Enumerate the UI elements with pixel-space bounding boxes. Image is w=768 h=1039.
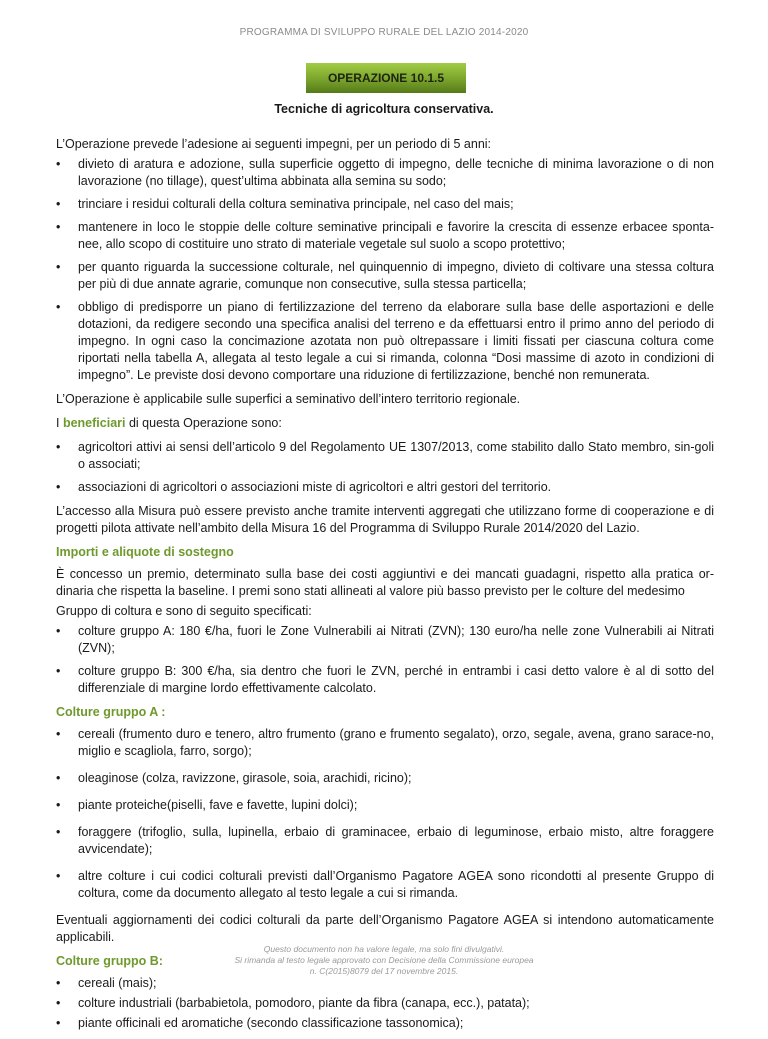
legal-disclaimer xyxy=(0,944,768,977)
amounts-paragraph-cont: Gruppo di coltura e sono di seguito specificati: xyxy=(56,604,312,618)
applicability-paragraph: L’Operazione è applicabile sulle superfici a seminativo dell’intero territorio regionale. xyxy=(56,392,521,406)
list-item: • foraggere (trifoglio, sulla, lupinella, erbaio di graminacee, erbaio di leguminose, erbaio misto, altre foraggere avvicendate); xyxy=(56,824,714,858)
list-item: • associazioni di agricoltori o associazioni miste di agricoltori e altri gestori del territorio. xyxy=(56,479,714,496)
group-a-list xyxy=(56,726,714,902)
intro-paragraph: L’Operazione prevede l’adesione ai seguenti impegni, per un periodo di 5 anni: xyxy=(56,137,492,151)
list-item: • trinciare i residui colturali della coltura seminativa principale, nel caso del mais; xyxy=(56,196,714,213)
beneficiaries-list xyxy=(56,439,714,496)
beneficiaries-suffix: di questa Operazione sono: xyxy=(125,416,282,430)
updates-paragraph: Eventuali aggiornamenti dei codici colturali da parte dell’Organismo Pagatore AGEA si intendono automaticamente applicabili. xyxy=(56,913,714,944)
list-item: • cereali (mais); xyxy=(56,975,714,992)
list-item: • altre colture i cui codici colturali previsti dall’Organismo Pagatore AGEA sono ricondotti al presente Gruppo di coltura, come da documento allegato al testo legale a cui si rimanda. xyxy=(56,868,714,902)
list-item: • divieto di aratura e adozione, sulla superficie oggetto di impegno, delle tecniche di minima lavorazione o di non lavorazione (no tillage), quest’ultima abbinata alla semina su sodo; xyxy=(56,156,714,190)
list-item: • colture industriali (barbabietola, pomodoro, piante da fibra (canapa, ecc.), patata); xyxy=(56,995,714,1012)
list-item: • per quanto riguarda la successione colturale, nel quinquennio di impegno, divieto di coltivare una stessa coltura per più di due annate agrarie, comunque non consecutive, sulla stessa particella; xyxy=(56,259,714,293)
footer-line: Questo documento non ha valore legale, ma solo fini divulgativi. xyxy=(263,944,505,954)
list-item: • agricoltori attivi ai sensi dell’articolo 9 del Regolamento UE 1307/2013, come stabilito dallo Stato membro, sin-goli o associati; xyxy=(56,439,714,473)
commitments-list xyxy=(56,156,714,384)
beneficiaries-intro xyxy=(56,415,714,432)
list-item: • colture gruppo B: 300 €/ha, sia dentro che fuori le ZVN, perché in entrambi i casi detto valore è al di sotto del differenziale di margine lordo effettivamente calcolato. xyxy=(56,663,714,697)
operation-badge xyxy=(306,63,466,93)
footer-line: Si rimanda al testo legale approvato con Decisione della Commissione europea xyxy=(234,955,534,965)
footer-line: n. C(2015)8079 del 17 novembre 2015. xyxy=(309,966,459,976)
amounts-list xyxy=(56,623,714,697)
beneficiaries-keyword: beneficiari xyxy=(62,416,126,430)
group-b-list xyxy=(56,975,714,1032)
access-paragraph: L’accesso alla Misura può essere previsto anche tramite interventi aggregati che utilizzano forme di cooperazione e di progetti pilota attivate nell’ambito della Misura 16 del Programma di Sviluppo Rurale 2014/2020 del Lazio. xyxy=(56,504,714,535)
list-item: • cereali (frumento duro e tenero, altro frumento (grano e frumento segalato), orzo, segale, avena, grano sarace-no, miglio e scagliola, farro, sorgo); xyxy=(56,726,714,760)
list-item: • oleaginose (colza, ravizzone, girasole, soia, arachidi, ricino); xyxy=(56,770,714,787)
list-item: • obbligo di predisporre un piano di fertilizzazione del terreno da elaborare sulla base delle asportazioni e delle dotazioni, da redigere secondo una specifica analisi del terreno e da effettuarsi entro il primo anno del periodo di impegno. In ogni caso la concimazione azotata non può oltrepassare i limiti fissati per ciascuna coltura come riportati nella tabella A, allegata al testo legale a cui si rimanda, colonna “Dosi massime di azoto in condizioni di impegno”. Le previste dosi devono comportare una riduzione di fertilizzazione, benché non remunerata. xyxy=(56,299,714,384)
group-a-heading: Colture gruppo A : xyxy=(56,705,166,719)
amounts-paragraph: È concesso un premio, determinato sulla base dei costi aggiuntivi e dei mancati guadagni, rispetto alla pratica or-dinaria che rispetta la baseline. I premi sono stati allineati al valore più basso previsto per le colture del medesimo xyxy=(56,567,714,598)
list-item: • piante proteiche(piselli, fave e favette, lupini dolci); xyxy=(56,797,714,814)
list-item: • piante officinali ed aromatiche (secondo classificazione tassonomica); xyxy=(56,1015,714,1032)
operation-label: OPERAZIONE 10.1.5 xyxy=(327,71,445,85)
page-header: PROGRAMMA DI SVILUPPO RURALE DEL LAZIO 2014-2020 xyxy=(239,27,529,38)
group-b-heading: Colture gruppo B: xyxy=(56,954,163,968)
beneficiaries-prefix: I xyxy=(56,416,63,430)
amounts-heading: Importi e aliquote di sostegno xyxy=(56,545,234,559)
document-body xyxy=(56,136,714,1039)
list-item: • mantenere in loco le stoppie delle colture seminative principali e favorire la crescita di essenze erbacee sponta-nee, allo scopo di costituire uno strato di materiale vegetale sul suolo a scopo protettivo; xyxy=(56,219,714,253)
operation-subtitle: Tecniche di agricoltura conservativa. xyxy=(274,102,494,116)
list-item: • colture gruppo A: 180 €/ha, fuori le Zone Vulnerabili ai Nitrati (ZVN); 130 euro/ha nelle zone Vulnerabili ai Nitrati (ZVN); xyxy=(56,623,714,657)
